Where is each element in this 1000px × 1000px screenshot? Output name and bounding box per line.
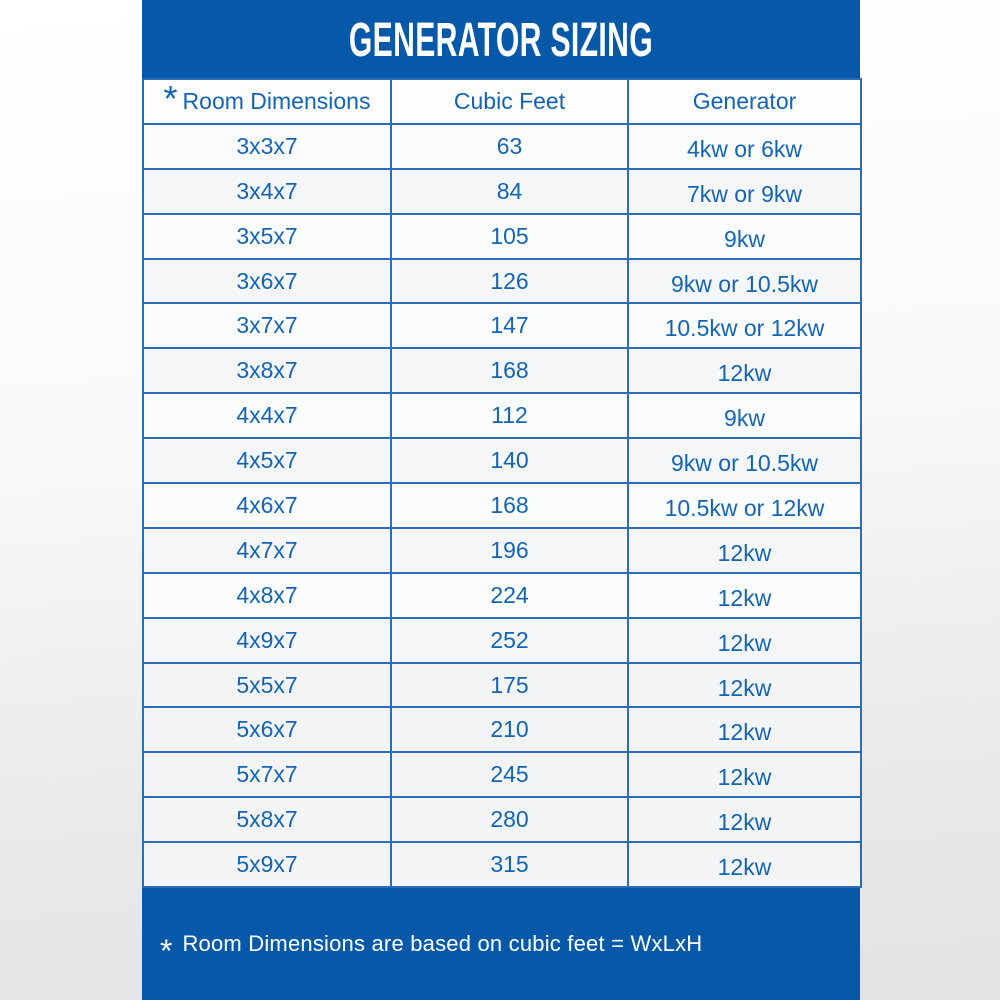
generator-value: 9kw bbox=[724, 225, 765, 252]
footnote-band: * Room Dimensions are based on cubic feet = WxLxH bbox=[142, 888, 860, 1000]
cubic-feet-cell: 224 bbox=[391, 573, 628, 618]
generator-cell bbox=[628, 303, 861, 348]
cubic-feet-cell: 245 bbox=[391, 752, 628, 797]
room-dimensions-cell: 5x7x7 bbox=[143, 752, 391, 797]
table-row bbox=[143, 348, 861, 393]
room-dimensions-cell: 3x8x7 bbox=[143, 348, 391, 393]
title-band bbox=[142, 0, 860, 78]
generator-value: 9kw or 10.5kw bbox=[670, 270, 818, 297]
cubic-feet-cell: 210 bbox=[391, 707, 628, 752]
generator-value: 12kw bbox=[717, 719, 772, 746]
room-dimensions-cell: 5x9x7 bbox=[143, 842, 391, 887]
generator-cell bbox=[628, 259, 861, 304]
room-dimensions-cell: 4x4x7 bbox=[143, 393, 391, 438]
generator-cell bbox=[628, 663, 861, 708]
cubic-feet-cell: 147 bbox=[391, 303, 628, 348]
generator-value: 12kw bbox=[717, 764, 772, 791]
cubic-feet-cell: 175 bbox=[391, 663, 628, 708]
footnote-text: Room Dimensions are based on cubic feet = WxLxH bbox=[182, 931, 703, 957]
cubic-feet-cell: 112 bbox=[391, 393, 628, 438]
generator-value: 4kw or 6kw bbox=[686, 135, 803, 162]
table-row bbox=[143, 663, 861, 708]
table-row bbox=[143, 214, 861, 259]
generator-cell bbox=[628, 169, 861, 214]
generator-cell bbox=[628, 618, 861, 663]
generator-cell bbox=[628, 124, 861, 169]
room-dimensions-cell: 5x6x7 bbox=[143, 707, 391, 752]
room-dimensions-cell: 3x5x7 bbox=[143, 214, 391, 259]
generator-value: 12kw bbox=[717, 360, 772, 387]
generator-value: 10.5kw or 12kw bbox=[664, 315, 825, 342]
room-dimensions-cell: 4x6x7 bbox=[143, 483, 391, 528]
table-row bbox=[143, 618, 861, 663]
cubic-feet-cell: 196 bbox=[391, 528, 628, 573]
table-header-row bbox=[143, 79, 861, 124]
table-row bbox=[143, 303, 861, 348]
table-row bbox=[143, 483, 861, 528]
table-row bbox=[143, 124, 861, 169]
generator-sizing-panel bbox=[142, 0, 860, 1000]
room-dimensions-cell: 4x7x7 bbox=[143, 528, 391, 573]
room-dimensions-cell: 4x9x7 bbox=[143, 618, 391, 663]
col-header-room-dimensions bbox=[143, 79, 391, 124]
room-dimensions-cell: 3x7x7 bbox=[143, 303, 391, 348]
generator-cell bbox=[628, 707, 861, 752]
cubic-feet-cell: 168 bbox=[391, 483, 628, 528]
generator-value: 12kw bbox=[717, 809, 772, 836]
col-header-cubic-feet: Cubic Feet bbox=[391, 79, 628, 124]
table-row bbox=[143, 259, 861, 304]
room-dimensions-cell: 3x4x7 bbox=[143, 169, 391, 214]
table-row bbox=[143, 169, 861, 214]
generator-value: 7kw or 9kw bbox=[686, 180, 803, 207]
generator-cell bbox=[628, 797, 861, 842]
room-dimensions-cell: 5x5x7 bbox=[143, 663, 391, 708]
table-row bbox=[143, 528, 861, 573]
header-asterisk: * bbox=[163, 77, 178, 119]
generator-value: 10.5kw or 12kw bbox=[664, 494, 825, 521]
generator-value: 12kw bbox=[717, 854, 772, 881]
table-row bbox=[143, 707, 861, 752]
cubic-feet-cell: 140 bbox=[391, 438, 628, 483]
table-row bbox=[143, 797, 861, 842]
cubic-feet-cell: 105 bbox=[391, 214, 628, 259]
sizing-table bbox=[142, 78, 862, 888]
col-header-room-dimensions-label: Room Dimensions bbox=[182, 87, 371, 114]
room-dimensions-cell: 3x6x7 bbox=[143, 259, 391, 304]
table-body bbox=[143, 124, 861, 887]
generator-cell bbox=[628, 483, 861, 528]
cubic-feet-cell: 84 bbox=[391, 169, 628, 214]
cubic-feet-cell: 126 bbox=[391, 259, 628, 304]
room-dimensions-cell: 3x3x7 bbox=[143, 124, 391, 169]
cubic-feet-cell: 252 bbox=[391, 618, 628, 663]
page-title: GENERATOR SIZING bbox=[348, 11, 654, 67]
generator-value: 12kw bbox=[717, 584, 772, 611]
generator-cell bbox=[628, 438, 861, 483]
cubic-feet-cell: 315 bbox=[391, 842, 628, 887]
table-row bbox=[143, 752, 861, 797]
room-dimensions-cell: 4x5x7 bbox=[143, 438, 391, 483]
cubic-feet-cell: 63 bbox=[391, 124, 628, 169]
generator-value: 12kw bbox=[717, 674, 772, 701]
cubic-feet-cell: 280 bbox=[391, 797, 628, 842]
generator-cell bbox=[628, 573, 861, 618]
generator-value: 12kw bbox=[717, 539, 772, 566]
generator-value: 12kw bbox=[717, 629, 772, 656]
generator-cell bbox=[628, 348, 861, 393]
table-row bbox=[143, 438, 861, 483]
table-row bbox=[143, 573, 861, 618]
col-header-generator: Generator bbox=[628, 79, 861, 124]
generator-cell bbox=[628, 842, 861, 887]
generator-cell bbox=[628, 752, 861, 797]
table-row bbox=[143, 842, 861, 887]
generator-cell bbox=[628, 214, 861, 259]
generator-value: 9kw or 10.5kw bbox=[670, 450, 818, 477]
generator-cell bbox=[628, 393, 861, 438]
generator-cell bbox=[628, 528, 861, 573]
table-row bbox=[143, 393, 861, 438]
cubic-feet-cell: 168 bbox=[391, 348, 628, 393]
room-dimensions-cell: 5x8x7 bbox=[143, 797, 391, 842]
generator-value: 9kw bbox=[724, 405, 765, 432]
room-dimensions-cell: 4x8x7 bbox=[143, 573, 391, 618]
